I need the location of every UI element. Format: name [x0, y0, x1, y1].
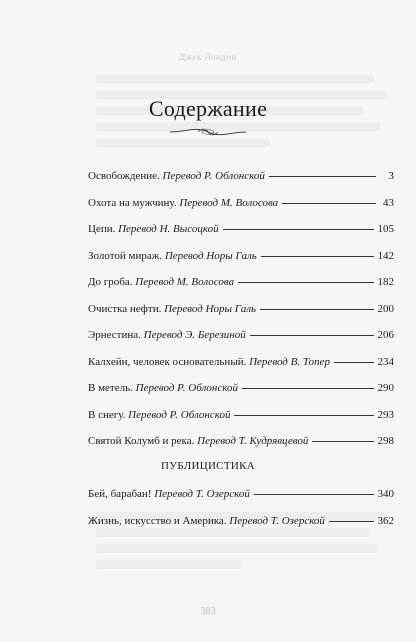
section-contents	[88, 488, 394, 541]
toc-entry-13[interactable]: Жизнь, искусство и Америка. Перевод Т. Озерской 362	[88, 514, 394, 527]
toc-entry-11[interactable]: Святой Колумб и река. Перевод Т. Кудрявцевой 298	[88, 435, 394, 447]
toc-entry-5[interactable]: До гроба. Перевод М. Волосова 182	[88, 276, 394, 288]
toc-entry-12[interactable]: Бей, барабан! Перевод Т. Озерской 340	[88, 488, 394, 500]
flourish-ornament-icon	[168, 124, 248, 140]
toc-entry-4[interactable]: Золотой мираж. Перевод Норы Галь 142	[88, 249, 394, 262]
toc-entry-1[interactable]: Освобождение. Перевод Р. Облонской 3	[88, 170, 394, 182]
page-number: 383	[200, 606, 216, 617]
toc-entry-6[interactable]: Очистка нефти. Перевод Норы Галь 200	[88, 302, 394, 315]
section-heading: ПУБЛИЦИСТИКА	[161, 460, 255, 472]
toc-entry-8[interactable]: Калхейн, человек основательный. Перевод В. Топер 234	[88, 355, 394, 368]
running-header: Джек Лондон	[179, 52, 237, 62]
toc-entry-10[interactable]: В снегу. Перевод Р. Облонской 293	[88, 408, 394, 421]
toc-entry-7[interactable]: Эрнестина. Перевод Э. Березиной 206	[88, 329, 394, 341]
toc-entry-2[interactable]: Охота на мужчину. Перевод М. Волосова 43	[88, 196, 394, 209]
table-of-contents	[88, 170, 394, 462]
toc-entry-3[interactable]: Цепи. Перевод Н. Высоцкой 105	[88, 223, 394, 235]
toc-entry-9[interactable]: В метель. Перевод Р. Облонской 290	[88, 382, 394, 394]
page-title: Содержание	[148, 96, 268, 121]
